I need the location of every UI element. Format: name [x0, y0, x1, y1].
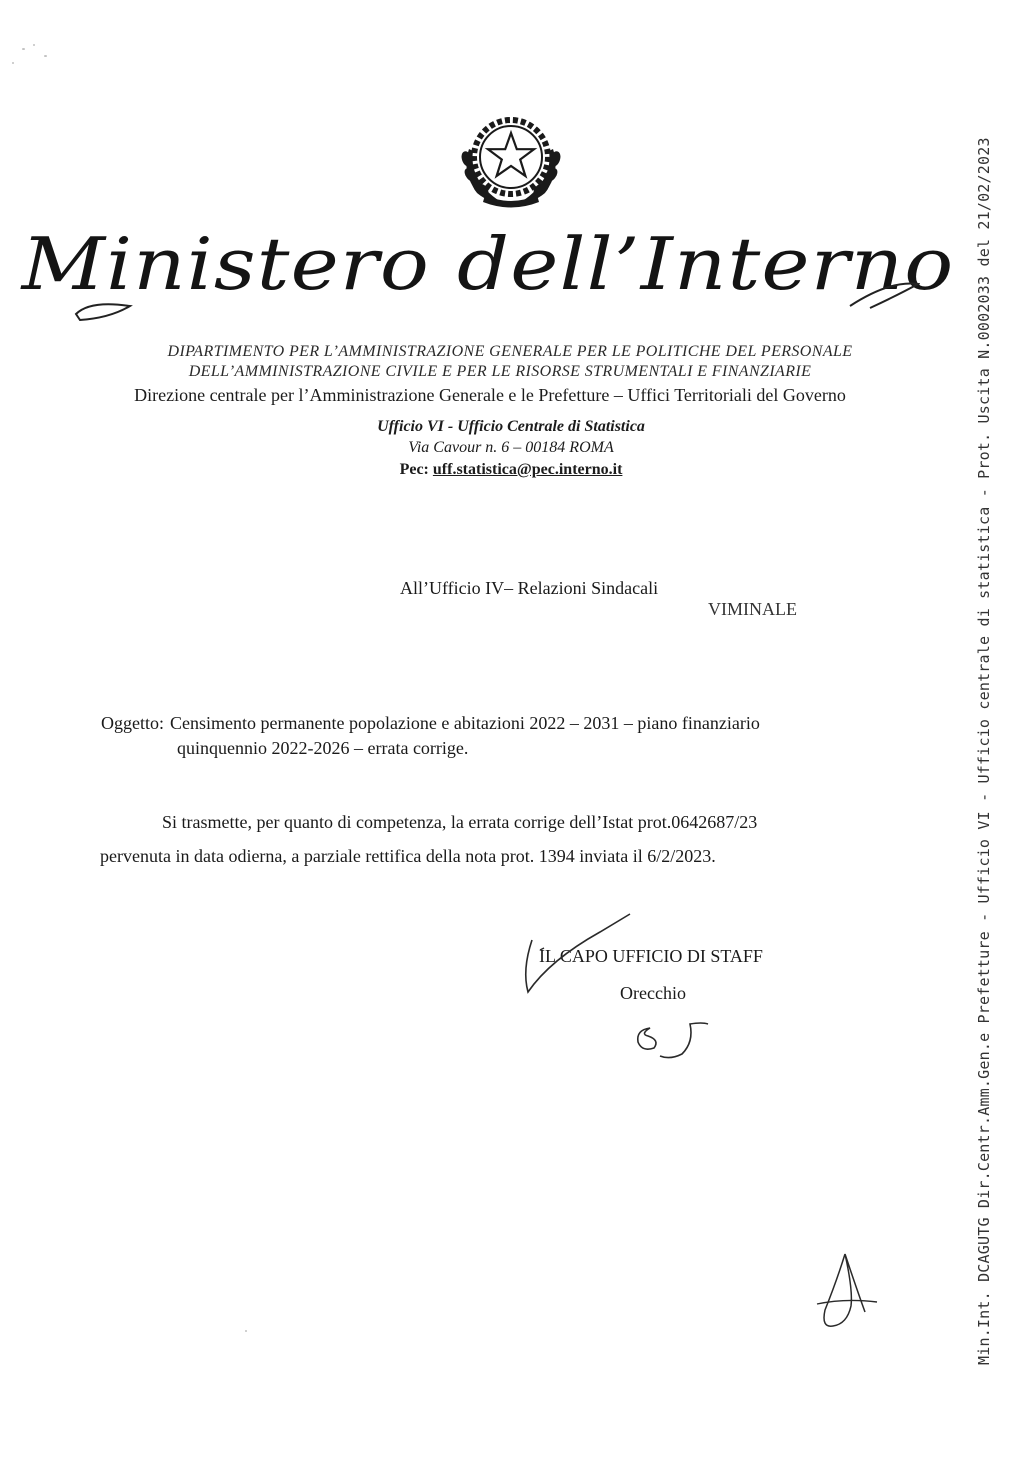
handwritten-signature-icon — [510, 910, 750, 1070]
body-paragraph — [100, 805, 915, 873]
subject-text-line-1: Censimento permanente popolazione e abitazioni 2022 – 2031 – piano finanziario — [170, 713, 760, 733]
recipient-place: VIMINALE — [708, 599, 797, 619]
republic-emblem-icon — [455, 107, 567, 211]
body-line-1: Si trasmette, per quanto di competenza, la errata corrige dell’Istat prot.0642687/23 — [162, 812, 758, 832]
pec-label: Pec: — [399, 461, 429, 478]
scan-speck — [12, 62, 14, 64]
body-line-2: pervenuta in data odierna, a parziale rettifica della nota prot. 1394 inviata il 6/2/2023. — [100, 846, 716, 866]
handwritten-initial-icon — [815, 1250, 880, 1340]
direction-line: Direzione centrale per l’Amministrazione Generale e le Prefetture – Uffici Territoriali del Governo — [134, 385, 846, 405]
ministry-title: Ministero dell’Interno — [21, 222, 955, 306]
pec-email-link[interactable]: uff.statistica@pec.interno.it — [432, 461, 623, 478]
signatory-title: IL CAPO UFFICIO DI STAFF — [539, 946, 763, 966]
office-pec — [286, 461, 736, 479]
recipient-office: All’Ufficio IV– Relazioni Sindacali — [400, 578, 659, 598]
title-flourish-icon — [70, 260, 920, 330]
scan-speck — [245, 1330, 247, 1332]
protocol-stamp: Min.Int. DCAGUTG Dir.Centr.Amm.Gen.e Prefetture - Ufficio VI - Ufficio centrale di statistica - Prot. Uscita N.0002033 del 21/02/2023 — [975, 137, 993, 1365]
subject-label: Oggetto: — [101, 713, 164, 733]
department-line-1: DIPARTIMENTO PER L’AMMINISTRAZIONE GENERALE PER LE POLITICHE DEL PERSONALE — [167, 343, 853, 360]
subject-block — [101, 713, 916, 759]
signatory-name: Orecchio — [620, 983, 686, 1003]
scan-speck — [22, 48, 25, 50]
department-line-2: DELL’AMMINISTRAZIONE CIVILE E PER LE RISORSE STRUMENTALI E FINANZIARIE — [188, 363, 812, 380]
office-address: Via Cavour n. 6 – 00184 ROMA — [408, 439, 614, 456]
subject-text-line-2: quinquennio 2022-2026 – errata corrige. — [177, 738, 469, 758]
scan-speck — [44, 55, 47, 57]
office-name: Ufficio VI - Ufficio Centrale di Statistica — [377, 418, 645, 435]
scan-speck — [33, 44, 35, 46]
